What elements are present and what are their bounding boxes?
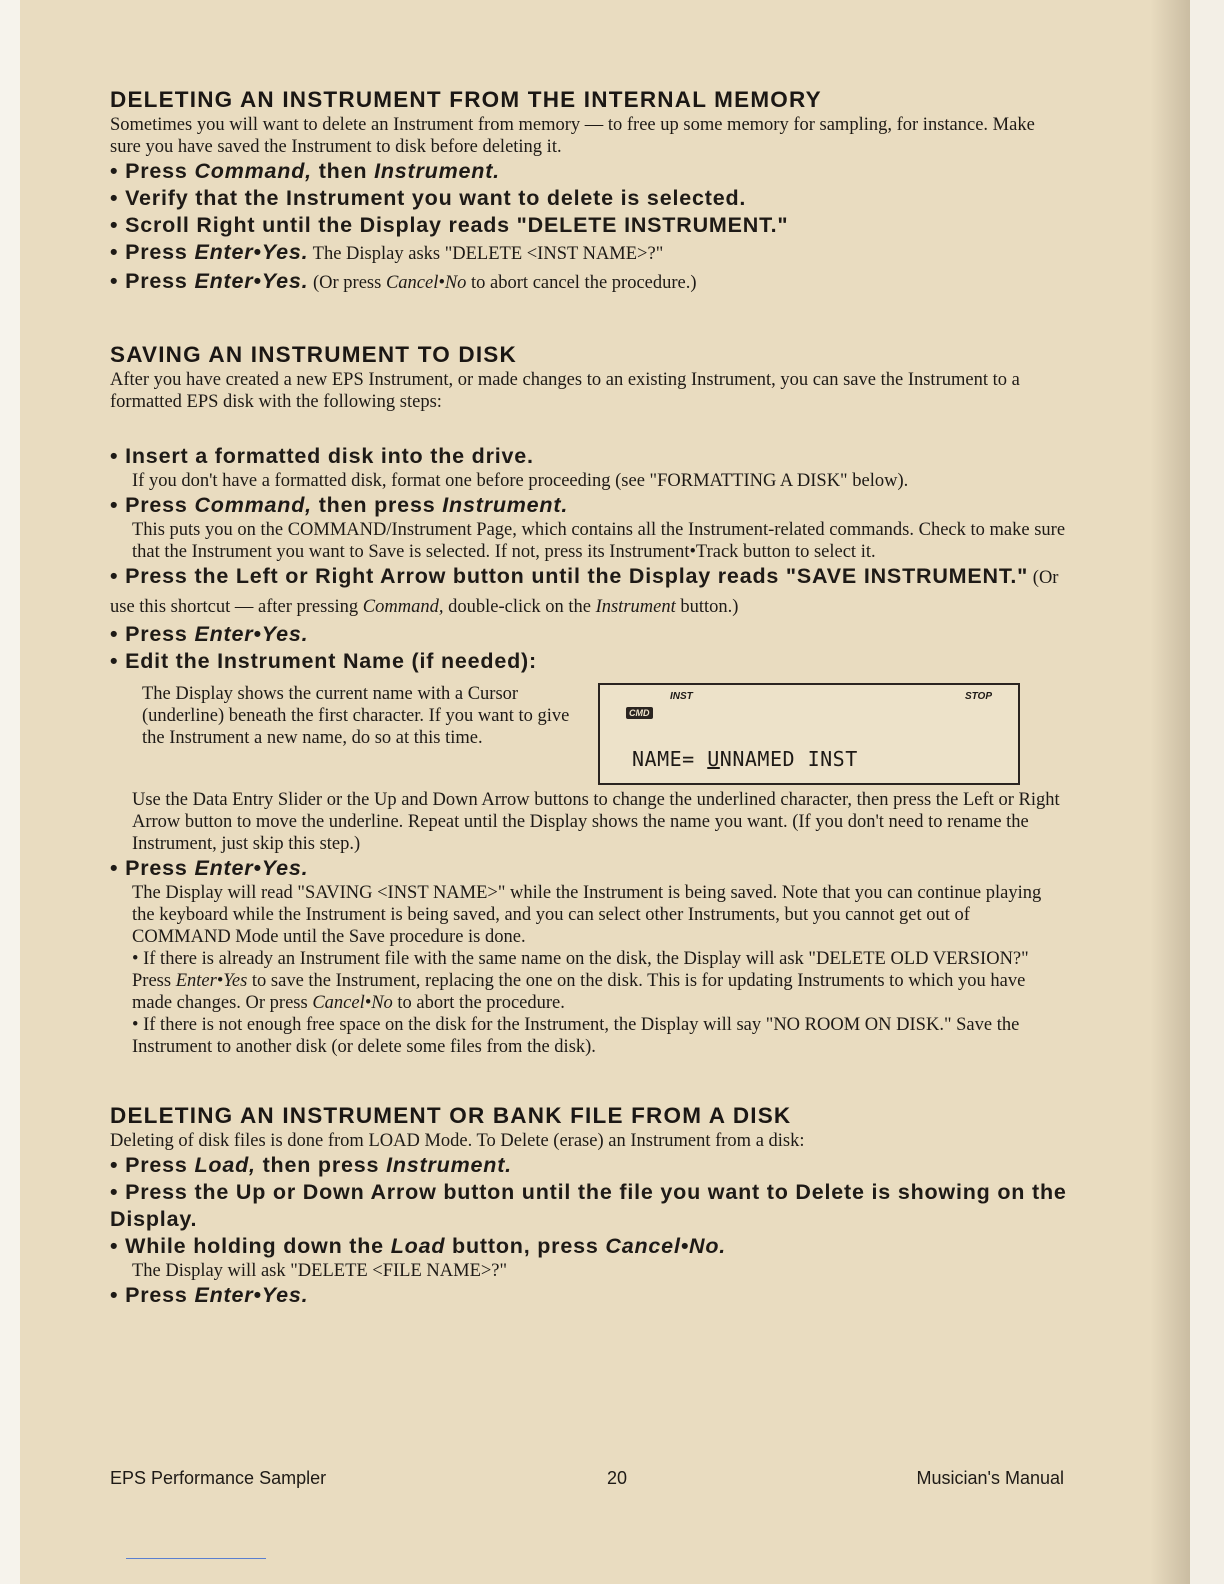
lcd-name-readout: NAME= UNNAMED INST xyxy=(632,747,858,771)
step: • Insert a formatted disk into the drive. xyxy=(110,444,534,468)
step: • Press the Up or Down Arrow button until the file you want to Delete is showing on the Display. xyxy=(110,1180,1067,1231)
display-example xyxy=(142,683,1068,785)
page-number: 20 xyxy=(607,1468,628,1488)
footer-manual: Musician's Manual xyxy=(916,1468,1064,1488)
section-title-delete-memory: DELETING AN INSTRUMENT FROM THE INTERNAL MEMORY xyxy=(110,87,822,112)
page-content xyxy=(110,86,1068,1309)
step: • Press Command, then Instrument. xyxy=(110,159,500,183)
step: • Verify that the Instrument you want to delete is selected. xyxy=(110,186,747,210)
step: • Press Enter•Yes. xyxy=(110,622,309,646)
footer-title: EPS Performance Sampler xyxy=(110,1468,327,1488)
step-detail: The Display will read "SAVING <INST NAME>" while the Instrument is being saved. Note that you can continue playing the keyboard while the Instrument is being saved, and you can select other Instruments, but you cannot get out of COMMAND Mode until the Save procedure is done. xyxy=(132,883,1042,947)
section-intro: Deleting of disk files is done from LOAD Mode. To Delete (erase) an Instrument from a disk: xyxy=(110,1131,805,1151)
lcd-inst-indicator: INST xyxy=(670,691,693,702)
step: • Press Enter•Yes. xyxy=(110,1283,309,1307)
step-detail: The Display will ask "DELETE <FILE NAME>?" xyxy=(132,1261,508,1281)
step-detail: This puts you on the COMMAND/Instrument Page, which contains all the Instrument-related commands. Check to make sure that the Instrument you want to Save is selected. If not, press its Instrument•Track button to select it. xyxy=(132,520,1066,562)
step: • Press Enter•Yes. xyxy=(110,856,309,880)
step: • Press the Left or Right Arrow button until the Display reads "SAVE INSTRUMENT." (Or use this shortcut — after pressing Command, double-click on the Instrument button.) xyxy=(110,564,1059,617)
step-detail: • If there is already an Instrument file with the same name on the disk, the Display will ask "DELETE OLD VERSION?" Press Enter•Yes to save the Instrument, replacing the one on the disk. This is for updating Instruments to which you have made changes. Or press Cancel•No to abort the procedure. xyxy=(132,949,1029,1013)
step-detail: Use the Data Entry Slider or the Up and Down Arrow buttons to change the underlined character, then press the Left or Right Arrow button to move the underline. Repeat until the Display shows the name you want. (If you don't need to rename the Instrument, just skip this step.) xyxy=(132,790,1060,854)
display-description: The Display shows the current name with a Cursor (underline) beneath the first character. If you want to give the Instrument a new name, do so at this time. xyxy=(142,684,570,748)
lcd-stop-indicator: STOP xyxy=(964,691,992,702)
step: • Press Load, then press Instrument. xyxy=(110,1153,512,1177)
lcd-cmd-icon: CMD xyxy=(626,707,653,719)
lcd-display xyxy=(598,683,1020,785)
step: • Press Command, then press Instrument. xyxy=(110,493,569,517)
section-intro: Sometimes you will want to delete an Instrument from memory — to free up some memory for sampling, for instance. Make sure you have saved the Instrument to disk before deleting it. xyxy=(110,115,1035,157)
step: • Press Enter•Yes. The Display asks "DELETE <INST NAME>?" xyxy=(110,240,664,264)
step-detail: • If there is not enough free space on the disk for the Instrument, the Display will say "NO ROOM ON DISK." Save the Instrument to another disk (or delete some files from the disk). xyxy=(132,1015,1020,1057)
section-title-delete-disk: DELETING AN INSTRUMENT OR BANK FILE FROM A DISK xyxy=(110,1103,792,1128)
step-detail: If you don't have a formatted disk, format one before proceeding (see "FORMATTING A DISK" below). xyxy=(132,471,909,491)
step: • While holding down the Load button, press Cancel•No. xyxy=(110,1234,727,1258)
section-title-save-disk: SAVING AN INSTRUMENT TO DISK xyxy=(110,342,517,367)
page-edge-left xyxy=(0,0,20,1584)
page-shadow xyxy=(1150,0,1190,1584)
decorative-line xyxy=(126,1558,266,1559)
section-intro: After you have created a new EPS Instrument, or made changes to an existing Instrument, you can save the Instrument to a formatted EPS disk with the following steps: xyxy=(110,370,1020,412)
step: • Edit the Instrument Name (if needed): xyxy=(110,649,537,673)
step: • Press Enter•Yes. (Or press Cancel•No to abort cancel the procedure.) xyxy=(110,269,697,293)
page-footer xyxy=(110,1468,1064,1489)
page-edge-right xyxy=(1190,0,1224,1584)
step: • Scroll Right until the Display reads "DELETE INSTRUMENT." xyxy=(110,213,789,237)
